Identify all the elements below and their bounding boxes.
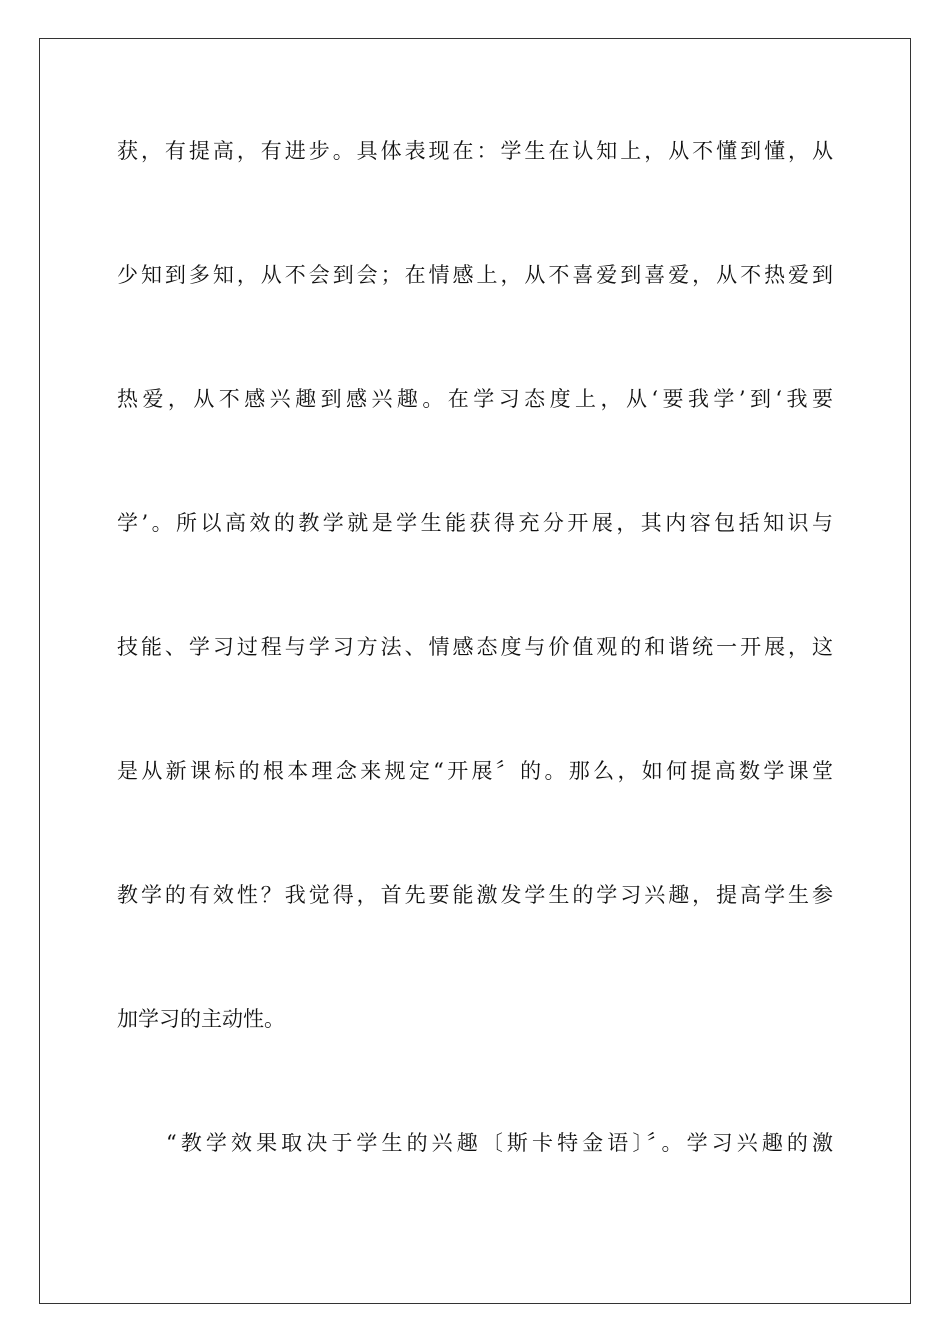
page-border	[39, 38, 911, 1304]
paragraph-line-1: 获，有提高，有进步。具体表现在：学生在认知上，从不懂到懂，从	[117, 139, 833, 163]
paragraph-line-7: 教学的有效性？我觉得，首先要能激发学生的学习兴趣，提高学生参	[117, 883, 833, 907]
paragraph-line-6: 是从新课标的根本理念来规定“开展〞的。那么，如何提高数学课堂	[117, 759, 833, 783]
paragraph-line-2: 少知到多知，从不会到会；在情感上，从不喜爱到喜爱，从不热爱到	[117, 263, 833, 287]
paragraph-line-5: 技能、学习过程与学习方法、情感态度与价值观的和谐统一开展，这	[117, 635, 833, 659]
paragraph-line-4: 学’。所以高效的教学就是学生能获得充分开展，其内容包括知识与	[117, 511, 833, 535]
paragraph-line-9: “教学效果取决于学生的兴趣〔斯卡特金语〕〞。学习兴趣的激	[166, 1131, 833, 1155]
paragraph-line-8: 加学习的主动性。	[117, 1007, 285, 1031]
paragraph-line-3: 热爱，从不感兴趣到感兴趣。在学习态度上，从‘要我学’到‘我要	[117, 387, 833, 411]
